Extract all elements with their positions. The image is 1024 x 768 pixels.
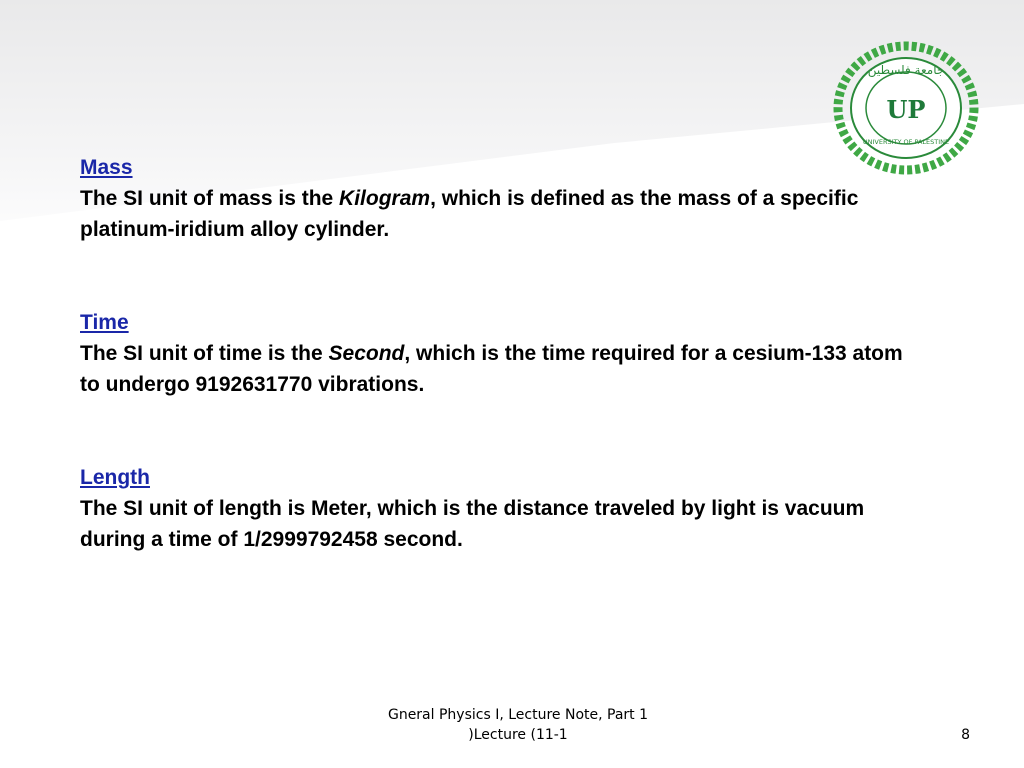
mass-text-after: , which is defined as the mass of a specific platinum-iridium alloy cylinder. (80, 187, 859, 241)
logo-initials: UP (886, 95, 926, 124)
section-mass (80, 152, 920, 245)
footer-line-2: )Lecture (11-1 (468, 727, 568, 743)
length-paragraph (80, 493, 920, 555)
mass-emphasis: Kilogram (339, 187, 431, 210)
section-length (80, 462, 920, 555)
mass-paragraph (80, 183, 920, 245)
time-text-after: , which is the time required for a cesium-133 atom to undergo 9192631770 vibrations. (80, 342, 903, 396)
time-text-before: The SI unit of time is the (80, 342, 329, 365)
time-heading[interactable]: Time (80, 311, 129, 334)
slide-content (80, 152, 920, 617)
footer-line-1: Gneral Physics I, Lecture Note, Part 1 (387, 707, 649, 723)
mass-heading[interactable]: Mass (80, 156, 133, 179)
length-text: The SI unit of length is Meter, which is the distance traveled by light is vacuum during a time of 1/2999792458 second. (80, 497, 865, 551)
time-emphasis: Second (328, 342, 405, 365)
length-heading[interactable]: Length (80, 466, 150, 489)
section-time (80, 307, 920, 400)
logo-ring-text: UNIVERSITY OF PALESTINE (862, 138, 950, 146)
logo-arabic-text: جامعة فلسطين (867, 63, 945, 77)
footer (340, 705, 696, 745)
page-number: 8 (961, 727, 970, 743)
time-paragraph (80, 338, 920, 400)
mass-text-before: The SI unit of mass is the (80, 187, 340, 210)
